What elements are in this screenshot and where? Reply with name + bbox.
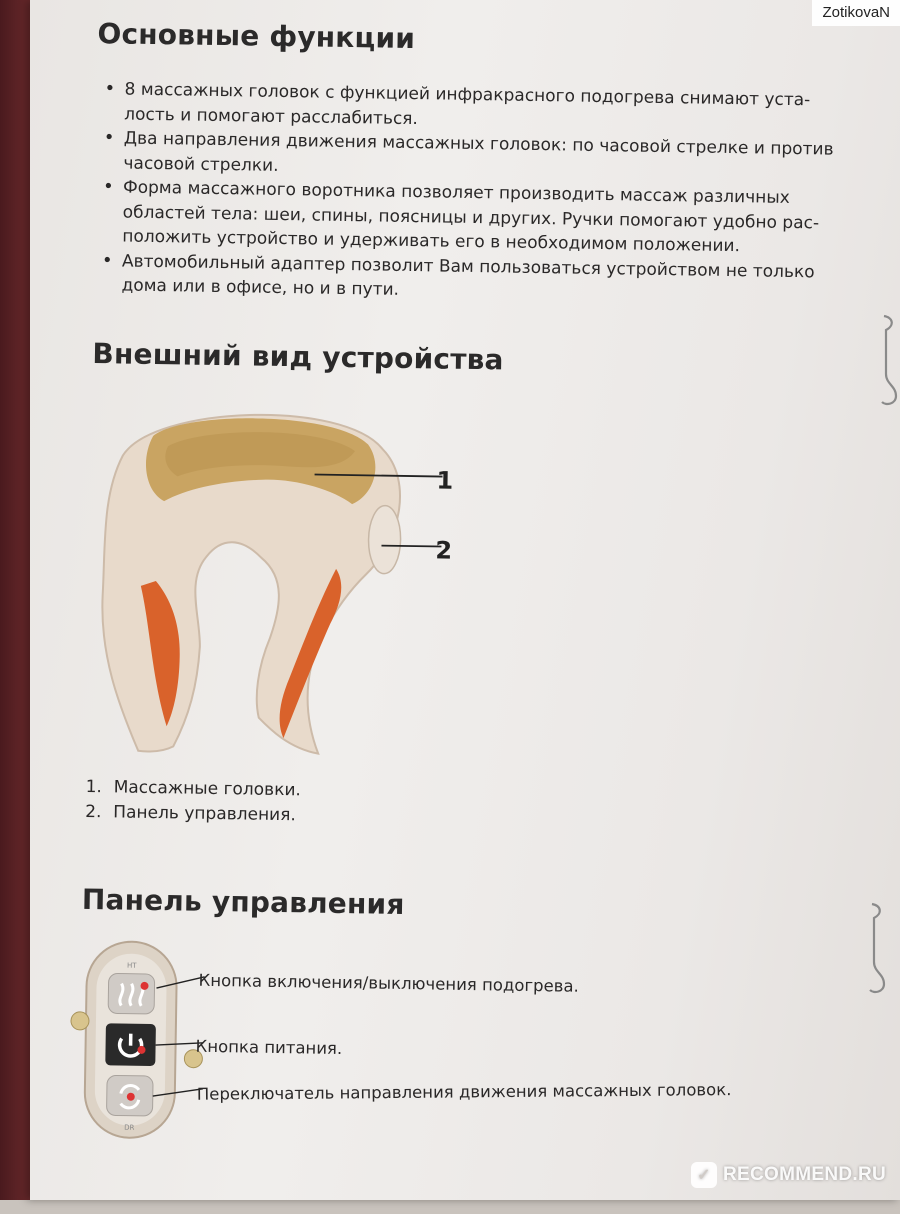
heat-button-label: Кнопка включения/выключения подогрева. bbox=[198, 971, 578, 996]
feature-item: • 8 массажных головок с функцией инфракрасного подогрева снимают уста-лость и помогают расслабиться. bbox=[100, 77, 861, 138]
direction-button-caption: DR bbox=[124, 1124, 135, 1132]
site-watermark-text: RECOMMEND.RU bbox=[723, 1164, 886, 1186]
legend-number: 2. bbox=[85, 800, 113, 825]
page-content bbox=[11, 0, 900, 1214]
direction-switch-label: Переключатель направления движения массажных головок. bbox=[197, 1080, 732, 1104]
feature-list bbox=[97, 77, 860, 309]
feature-item: • Форма массажного воротника позволяет производить массаж различных областей тела: шеи, спины, поясницы и других. Ручки помогают удобно рас-положить устройство и удерживать его в необходимом положении. bbox=[98, 175, 859, 260]
legend-number: 1. bbox=[85, 775, 113, 800]
paper-clip-icon bbox=[876, 312, 900, 408]
appearance-legend bbox=[85, 775, 301, 828]
section-title-main-functions: Основные функции bbox=[97, 17, 415, 55]
paper-clip-icon bbox=[864, 900, 888, 996]
legend-item bbox=[85, 800, 301, 828]
control-panel-bump bbox=[368, 505, 401, 573]
massager-illustration bbox=[78, 395, 444, 773]
callout-line-2 bbox=[381, 546, 441, 547]
screw bbox=[71, 1012, 89, 1030]
section-title-appearance: Внешний вид устройства bbox=[92, 337, 504, 376]
callout-number: 2 bbox=[435, 536, 452, 564]
heat-button-caption: HT bbox=[127, 962, 137, 970]
heat-button[interactable] bbox=[108, 973, 155, 1014]
site-watermark bbox=[691, 1162, 886, 1188]
power-button[interactable] bbox=[105, 1023, 156, 1066]
feature-item: • Автомобильный адаптер позволит Вам пользоваться устройством не только дома или в офисе, но и в пути. bbox=[97, 249, 858, 310]
callout-number: 1 bbox=[436, 466, 453, 494]
legend-text: Панель управления. bbox=[113, 802, 296, 825]
direction-button[interactable] bbox=[106, 1075, 153, 1116]
power-button-label: Кнопка питания. bbox=[195, 1037, 342, 1058]
section-title-control-panel: Панель управления bbox=[82, 883, 405, 921]
recommend-logo-icon: ✓ bbox=[691, 1162, 717, 1188]
legend-text: Массажные головки. bbox=[113, 777, 301, 800]
manual-page bbox=[30, 0, 900, 1200]
control-panel-illustration bbox=[62, 937, 205, 1149]
feature-item: • Два направления движения массажных головок: по часовой стрелке и против часовой стрелки. bbox=[99, 126, 860, 187]
legend-item bbox=[85, 775, 301, 803]
author-watermark: ZotikovaN bbox=[812, 0, 900, 26]
